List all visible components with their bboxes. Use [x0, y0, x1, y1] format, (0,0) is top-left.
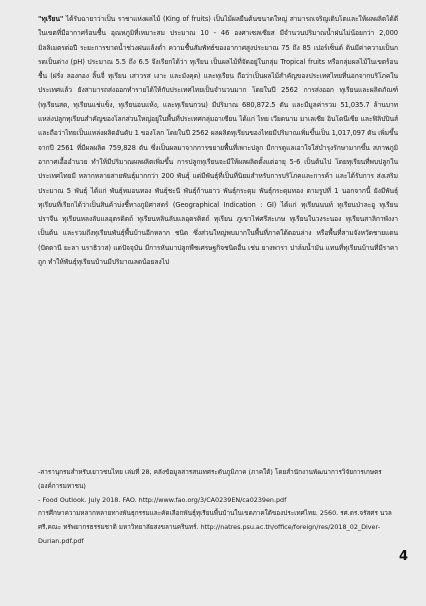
body-paragraph: [38, 12, 398, 269]
reference-item: - Food Outlook. July 2018. FAO. http://www.fao.org/3/CA0239EN/ca0239en.pdf: [38, 495, 287, 504]
reference-item: -สารานุกรมสำหรับเยาวชนไทย เล่มที่ 28, คลังข้อมูลสารสนเทศระดับภูมิภาค (ภาคใต้) โดยสำนักงานพัฒนาการวิจัยการเกษตร (องค์การมหาชน): [38, 468, 382, 490]
body-paragraph-text: ได้รับฉายาว่าเป็น ราชาแห่งผลไม้ (King of fruits) เป็นไม้ผลยืนต้นขนาดใหญ่ สามารถเจริญเติบโตและให้ผลผลิตได้ดีในเขตที่มีอากาศร้อนชื้น อุณหภูมิที่เหมาะสม ประมาณ 10 - 46 องศาเซลเซียส มีจำนวนปริมาณน้ำฝนไม่น้อยกว่า 2,000 มิลลิเมตรต่อปี ระยะการขาดน้ำช่วงฝนแล้งต่ำ ความชื้นสัมพัทธ์ของอากาศสูงประมาณ 75 ถึง 85 เปอร์เซ็นต์ ดินมีค่าความเป็นกรดเป็นด่าง (pH) ประมาณ 5.5 ถึง 6.5 จึงเรียกได้ว่า ทุเรียน เป็นผลไม้ที่จัดอยู่ในกลุ่ม Tropical fruits หรือกลุ่มผลไม้ในเขตร้อนชื้น (ฝรั่ง ลองกอง ลิ้นจี่ ทุเรียน เสาวรส เงาะ และมังคุด) และทุเรียน ถือว่าเป็นผลไม้สำคัญของประเทศไทยที่นอกจากบริโภคใน ประเทศแล้ว ยังสามารถส่งออกทำรายได้ให้กับประเทศไทยเป็นจำนวนมาก โดยในปี 2562 การส่งออก ทุเรียนและผลิตภัณฑ์ (ทุเรียนสด, ทุเรียนแช่แข็ง, ทุเรียนอบแห้ง, และทุเรียนกวน) มีปริมาณ 680,872.5 ตัน และมีมูลค่ารวม 51,035.7 ล้านบาท แหล่งปลูกทุเรียนสำคัญของโลกส่วนใหญ่อยู่ในพื้นที่ประเทศกลุ่มอาเซียน ได้แก่ ไทย เวียดนาม มาเลเซีย อินโดนีเซีย และฟิลิปปินส์ และถือว่าไทยเป็นแหล่งผลิตอันดับ 1 ของโลก โดยในปี 2562 ผลผลิตทุเรียนของไทยมีปริมาณเพิ่มขึ้นเป็น 1,017,097 ตัน เพิ่มขึ้นจากปี 2561 ที่มีผลผลิต 759,828 ตัน ซึ่งเป็นผลมาจากการขยายพื้นที่เพาะปลูก มีการดูแลเอาใจใส่บำรุงรักษามากขึ้น สภาพภูมิอากาศเอื้ออำนวย ทำให้มีปริมาณผลผลิตเพิ่มขึ้น การปลูกทุเรียนจะมีให้ผลผลิตตั้งแต่อายุ 5-6 เป็นต้นไป โดยทุเรียนที่พบปลูกในประเทศไทยมี หลากหลายสายพันธุ์มากกว่า 200 พันธุ์ แต่มีพันธุ์ที่เป็นที่นิยมสำหรับการบริโภคและการค้า และได้รับการ ส่งเสริมประมาณ 5 พันธุ์ ได้แก่ พันธุ์หมอนทอง พันธุ์ชะนี พันธุ์ก้านยาว พันธุ์กระดุม พันธุ์กระดุมทอง ตามรูปที่ 1 นอกจากนี้ ยังมีพันธุ์ทุเรียนที่เรียกได้ว่าเป็นสินค้าบ่งชี้ทางภูมิศาสตร์ (Geographical Indication : GI) ได้แก่ ทุเรียนนนท์ ทุเรียนป่าละอู ทุเรียนปราจีน ทุเรียนหลงลับแลอุตรดิตถ์ ทุเรียนหลินลับแลอุตรดิตถ์ ทุเรียน ภูเขาไฟศรีสะเกษ ทุเรียนในวงระนอง ทุเรียนสาลิกาพังงา เป็นต้น และรวมถึงทุเรียนพันธุ์พื้นบ้านอีกหลาก ชนิด ซึ่งส่วนใหญ่พบมากในพื้นที่ภาคใต้ตอนล่าง หรือพื้นที่สามจังหวัดชายแดน (ปัตตานี ยะลา นราธิวาส) แต่ปัจจุบัน มีการหันมาปลูกพืชเศรษฐกิจชนิดอื่น เช่น ยางพารา ปาล์มน้ำมัน แทนที่ทุเรียนบ้านที่มีราคาถูก ทำให้พันธุ์ทุเรียนบ้านมีปริมาณลดน้อยลงไป: [38, 15, 398, 267]
references: [38, 466, 398, 549]
durian-term: "ทุเรียน": [38, 15, 64, 23]
page-number: 4: [399, 549, 409, 564]
reference-item: การศึกษาความหลากหลายทางพันธุกรรมและคัดเลือกพันธุ์ทุเรียนพื้นบ้านในเขตภาคใต้ของประเทศไทย. 2560. รศ.ดร.จรัสศร นวลศรี,คณะ ทรัพยากรธรรมชาติ มหาวิทยาลัยสงขลานครินทร์. http://natres.psu.ac.th/office/foreign/res/2018_02_Diver-Durian.pdf.pdf: [38, 509, 392, 545]
